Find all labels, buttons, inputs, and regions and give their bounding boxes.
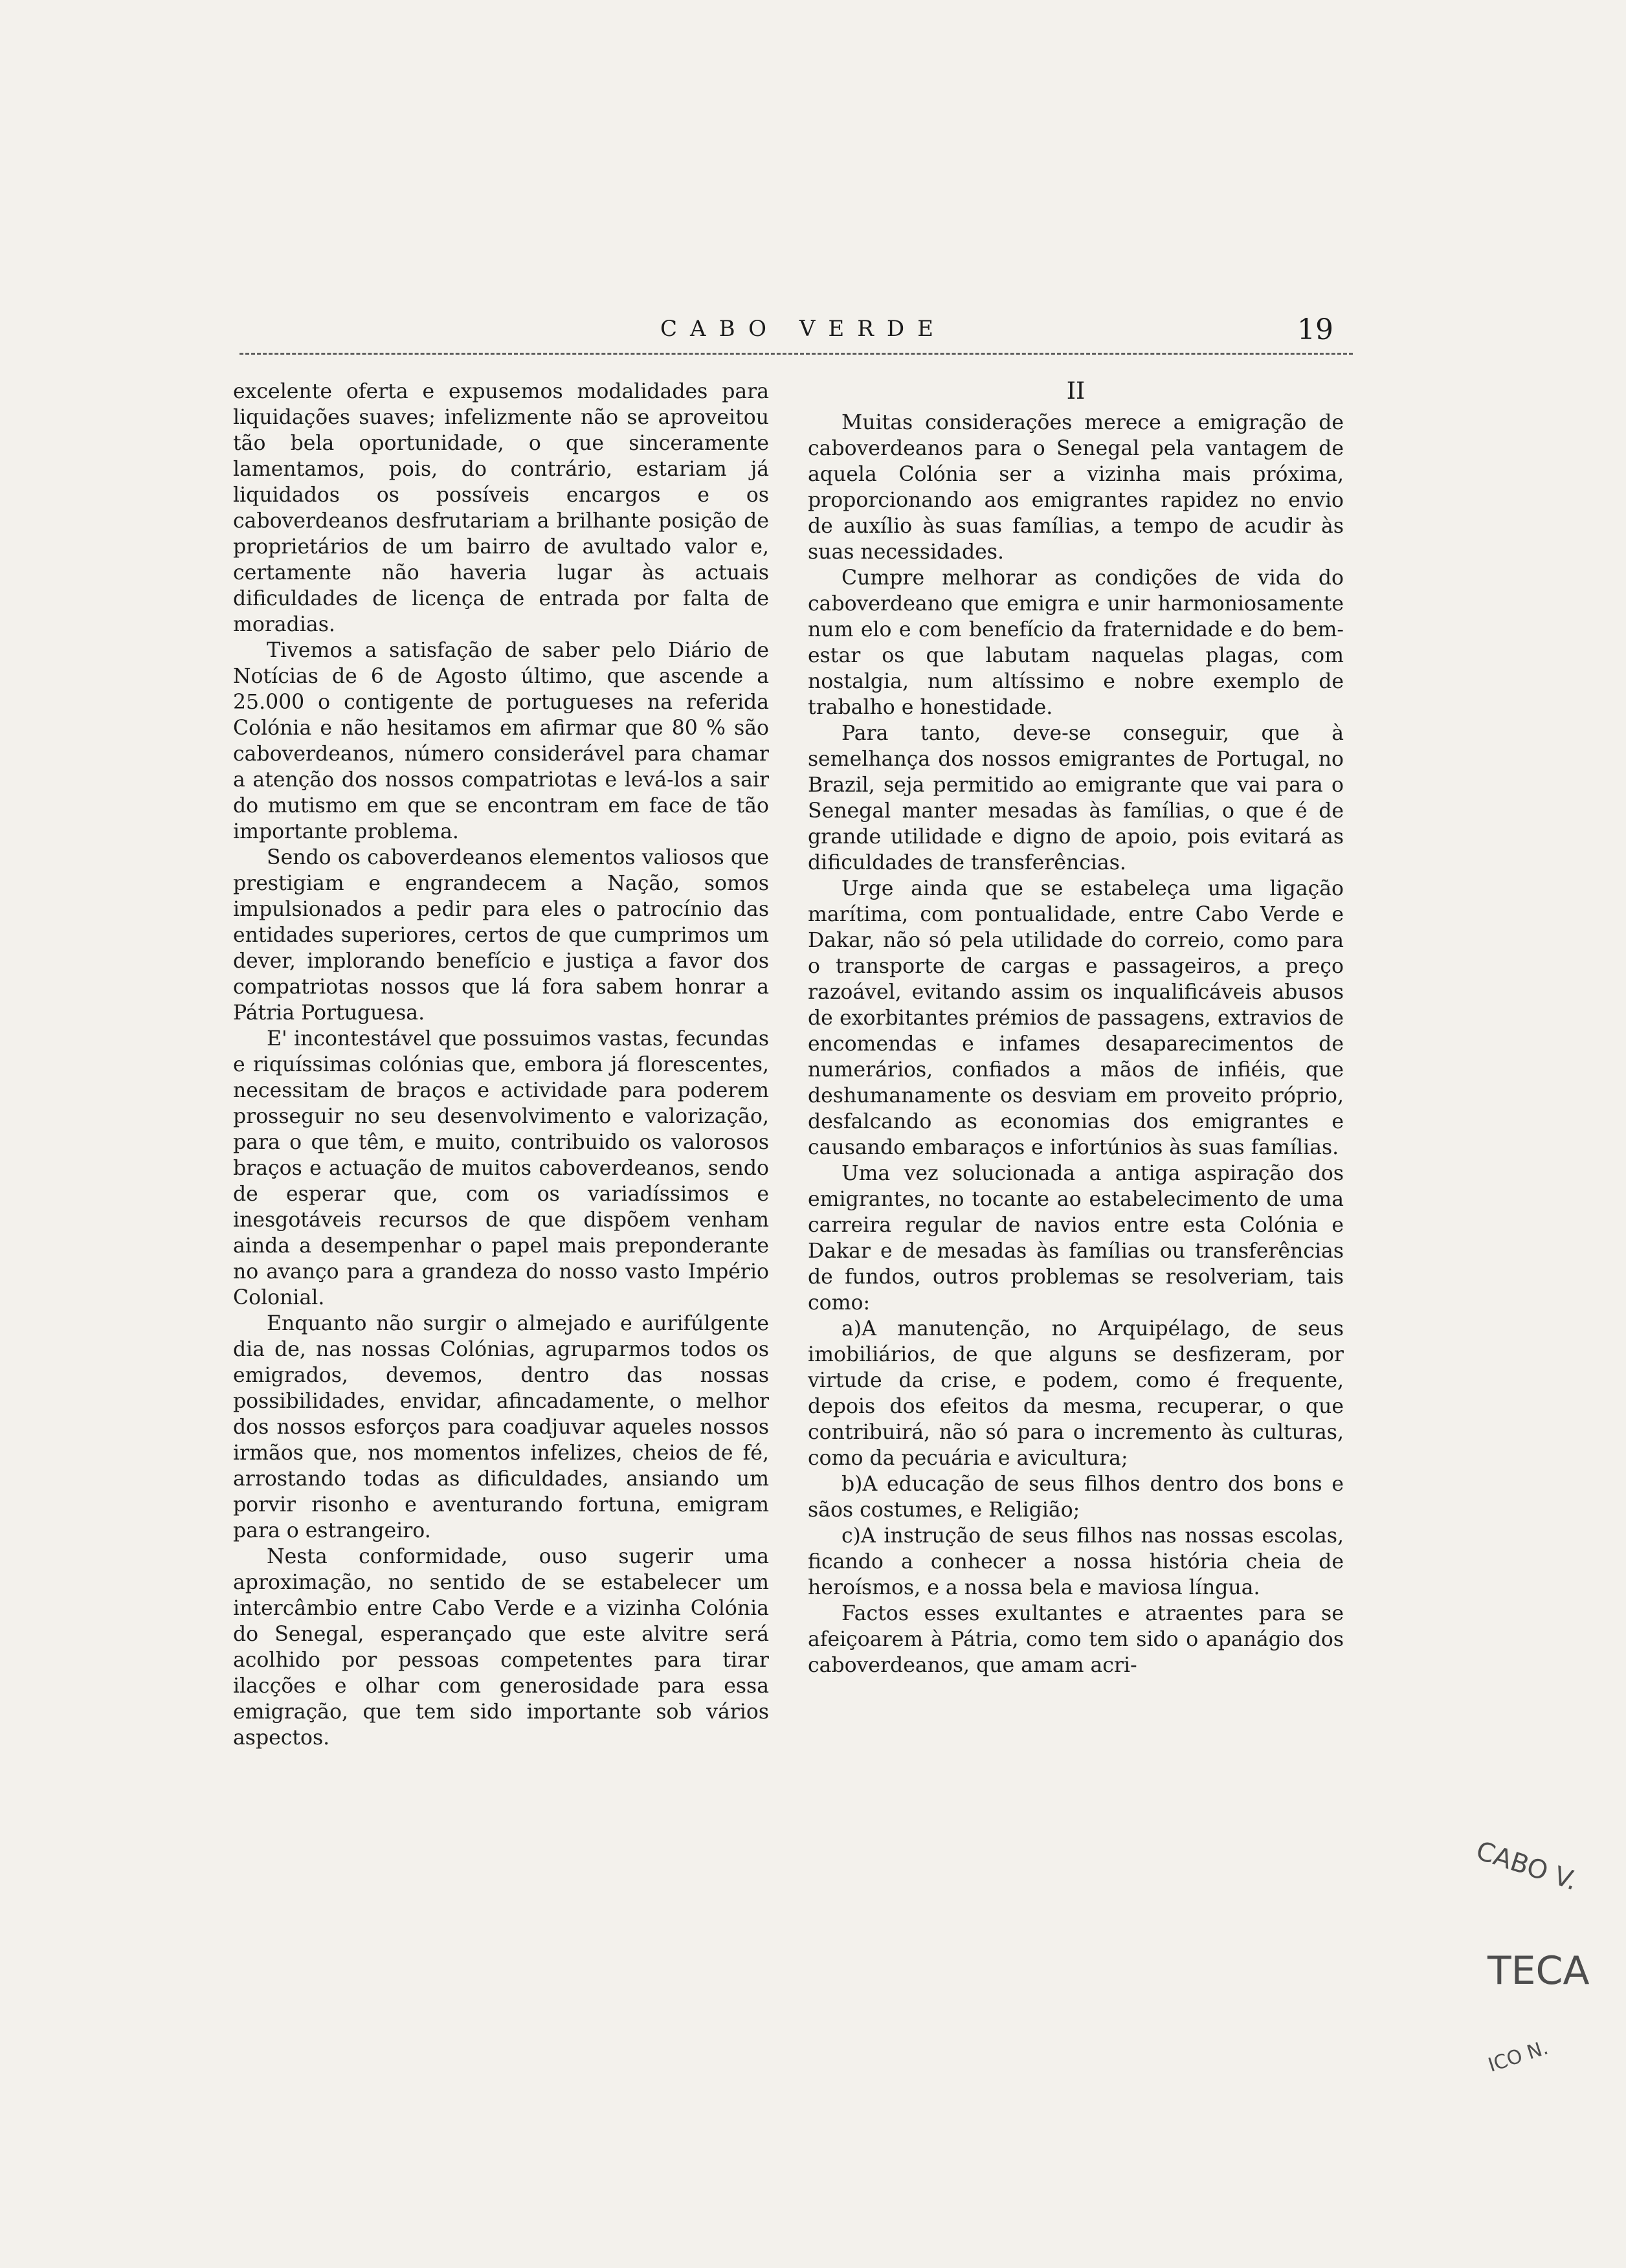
list-item-text: A educação de seus filhos dentro dos bons e sãos costumes, e Religião; [808, 1473, 1344, 1522]
list-item-label: c) [841, 1524, 861, 1548]
page-number: 19 [1297, 313, 1333, 346]
stamp-text: ICO N. [1485, 2036, 1552, 2077]
paragraph: excelente oferta e expusemos modalidades para liquidações suaves; infelizmente não se aproveitou tão bela oportunidade, o que sinceramente lamentamos, pois, do contrário, estariam já liquidados os possíveis encargos e os caboverdeanos desfrutariam a brilhante posição de proprietários de um bairro de avultado valor e, certamente não haveria lugar às actuais dificuldades de licença de entrada por falta de moradias. [233, 380, 769, 636]
paragraph: Enquanto não surgir o almejado e aurifúlgente dia de, nas nossas Colónias, agruparmos todos os emigrados, devemos, dentro das nossas possibilidades, envidar, afincadamente, o melhor dos nossos esforços para coadjuvar aqueles nossos irmãos que, nos momentos infelizes, cheios de fé, arrostando todas as dificuldades, ansiando um porvir risonho e aventurando fortuna, emigram para o estrangeiro. [233, 1312, 769, 1542]
list-item-text: A instrução de seus filhos nas nossas escolas, ficando a conhecer a nossa história cheia de heroísmos, e a nossa bela e maviosa língua. [808, 1524, 1344, 1599]
paragraph: Nesta conformidade, ouso sugerir uma aproximação, no sentido de se estabelecer um intercâmbio entre Cabo Verde e a vizinha Colónia do Senegal, esperançado que este alvitre será acolhido por pessoas competentes para tirar ilacções e olhar com generosidade para essa emigração, que tem sido importante sob vários aspectos. [233, 1545, 769, 1750]
list-item [808, 1471, 1344, 1523]
list-item-label: a) [841, 1317, 862, 1340]
header-rule [239, 353, 1353, 355]
running-head: CABO VERDE [660, 316, 946, 342]
list-item [808, 1316, 1344, 1471]
stamp-text: CABO V. [1472, 1836, 1581, 1896]
stamp-text: TECA [1487, 1948, 1590, 1994]
library-stamp [1472, 1836, 1598, 2084]
paragraph: Tivemos a satisfação de saber pelo Diário de Notícias de 6 de Agosto último, que ascende a 25.000 o contigente de portugueses na referida Colónia e não hesitamos em afirmar que 80 % são caboverdeanos, número considerável para chamar a atenção dos nossos compatriotas e levá-los a sair do mutismo em que se encontram em face de tão importante problema. [233, 639, 769, 843]
paragraph: Muitas considerações merece a emigração de caboverdeanos para o Senegal pela vantagem de aquela Colónia ser a vizinha mais próxima, proporcionando aos emigrantes rapidez no envio de auxílio às suas famílias, a tempo de acudir às suas necessidades. [808, 411, 1344, 564]
paragraph: Cumpre melhorar as condições de vida do caboverdeano que emigra e unir harmoniosamente num elo e com benefício da fraternidade e do bem-estar os que labutam naquelas plagas, com nostalgia, num altíssimo e nobre exemplo de trabalho e honestidade. [808, 566, 1344, 719]
paragraph: E' incontestável que possuimos vastas, fecundas e riquíssimas colónias que, embora já florescentes, necessitam de braços e actividade para poderem prosseguir no seu desenvolvimento e valorização, para o que têm, e muito, contribuido os valorosos braços e actuação de muitos caboverdeanos, sendo de esperar que, com os variadíssimos e inesgotáveis recursos de que dispõem venham ainda a desempenhar o papel mais preponderante no avanço para a grandeza do nosso vasto Império Colonial. [233, 1027, 769, 1309]
paragraph: Urge ainda que se estabeleça uma ligação marítima, com pontualidade, entre Cabo Verde e Dakar, não só pela utilidade do correio, como para o transporte de cargas e passageiros, a preço razoável, evitando assim os inqualificáveis abusos de exorbitantes prémios de passagens, extravios de encomendas e infames desaparecimentos de numerários, confiados a mãos de infiéis, que deshumanamente os desviam em proveito próprio, desfalcando as economias dos emigrantes e causando embaraços e infortúnios às suas famílias. [808, 877, 1344, 1159]
list-item-text: A manutenção, no Arquipélago, de seus imobiliários, de que alguns se desfizeram, por virtude da crise, e podem, como é frequente, depois dos efeitos da mesma, recuperar, o que contribuirá, não só para o incremento às culturas, como da pecuária e avicultura; [808, 1317, 1344, 1470]
list-item-label: b) [841, 1473, 863, 1496]
right-column [808, 379, 1344, 1678]
section-heading: II [1066, 378, 1086, 405]
paragraph: Uma vez solucionada a antiga aspiração dos emigrantes, no tocante ao estabelecimento de uma carreira regular de navios entre esta Colónia e Dakar e de mesadas às famílias ou transferências de fundos, outros problemas se resolveriam, tais como: [808, 1162, 1344, 1315]
page-header [239, 313, 1346, 350]
paragraph: Para tanto, deve-se conseguir, que à semelhança dos nossos emigrantes de Portugal, no Brazil, seja permitido ao emigrante que vai para o Senegal manter mesadas às famílias, o que é de grande utilidade e digno de apoio, pois evitará as dificuldades de transferências. [808, 722, 1344, 874]
list-item [808, 1523, 1344, 1601]
paragraph: Factos esses exultantes e atraentes para se afeiçoarem à Pátria, como tem sido o apanágio dos caboverdeanos, que amam acri- [808, 1602, 1344, 1677]
left-column [233, 379, 769, 1751]
paragraph: Sendo os caboverdeanos elementos valiosos que prestigiam e engrandecem a Nação, somos impulsionados a pedir para eles o patrocínio das entidades superiores, certos de que cumprimos um dever, implorando benefício e justiça a favor dos compatriotas nossos que lá fora sabem honrar a Pátria Portuguesa. [233, 846, 769, 1025]
